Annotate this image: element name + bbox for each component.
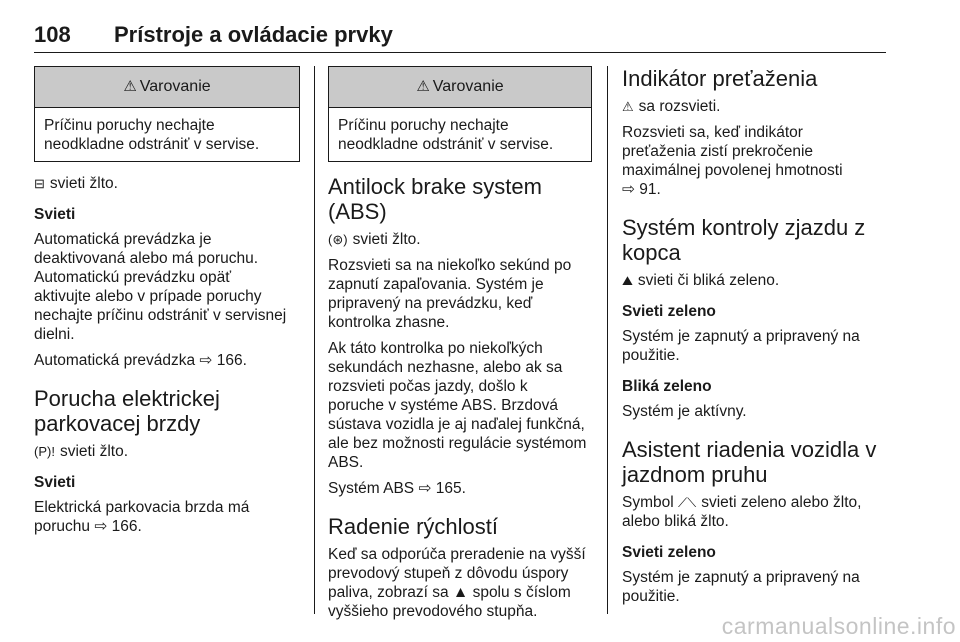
lane-text-1: Systém je zapnutý a pripravený na použitie. — [622, 569, 860, 605]
overload-triangle-icon: ⚠ — [622, 99, 634, 114]
parking-text: Elektrická parkovacia brzda má poruchu ⇨ 166. — [34, 499, 250, 535]
abs-paragraph-1: Rozsvieti sa na niekoľko sekúnd po zapnutí zapaľovania. Systém je pripravený na prevádzku, keď kontrolka zhasne. — [328, 257, 572, 331]
column-3 — [622, 66, 884, 613]
warning-triangle-icon: ⚠ — [123, 78, 137, 95]
parking-brake-fault-icon: (P)! — [34, 444, 55, 459]
column-divider — [607, 66, 608, 614]
automatic-mode-icon: ⊟ — [34, 176, 45, 191]
lane-text: Symbol ⟋⟍ svieti zeleno alebo žlto, alebo bliká žlto. — [622, 494, 862, 530]
auto-reference: Automatická prevádzka ⇨ 166. — [34, 352, 247, 369]
lane-heading-1: Svieti zeleno — [622, 544, 716, 561]
warning-box — [34, 66, 300, 162]
page-title: Prístroje a ovládacie prvky — [114, 22, 393, 47]
auto-indicator-line: ⊟ svieti žlto. — [34, 175, 118, 192]
warning-body: Príčinu poruchy nechajte neodkladne odstrániť v servise. — [338, 117, 554, 153]
warning-header: ⚠ Varovanie — [329, 67, 591, 108]
hill-text-2: Systém je aktívny. — [622, 403, 747, 420]
watermark: carmanualsonline.info — [721, 613, 956, 639]
hill-text-1: Systém je zapnutý a pripravený na použitie. — [622, 328, 860, 364]
overload-indicator-line: ⚠ sa rozsvieti. — [622, 98, 721, 115]
abs-title: Antilock brake system (ABS) — [328, 174, 542, 224]
hill-heading-1: Svieti zeleno — [622, 303, 716, 320]
warning-body: Príčinu poruchy nechajte neodkladne odstrániť v servise. — [44, 117, 260, 153]
warning-triangle-icon: ⚠ — [416, 78, 430, 95]
abs-paragraph-2: Ak táto kontrolka po niekoľkých sekundách nezhasne, alebo ak sa rozsvieti počas jazdy, došlo k poruche v systéme ABS. Brzdová sústava vozidla je aj naďalej funkčná, ale bez možnosti regulácie systémom ABS. — [328, 340, 587, 471]
hill-descent-icon: ⛰ — [622, 273, 633, 288]
hill-indicator-line: ⛰ svieti či bliká zeleno. — [622, 272, 780, 289]
warning-box — [328, 66, 592, 162]
page-header — [34, 22, 886, 53]
page-number: 108 — [34, 22, 71, 47]
lane-title: Asistent riadenia vozidla v jazdnom pruhu — [622, 437, 877, 487]
column-2 — [328, 66, 592, 628]
svieti-heading: Svieti — [34, 206, 76, 223]
warning-header: ⚠ Varovanie — [35, 67, 299, 108]
hill-title: Systém kontroly zjazdu z kopca — [622, 215, 866, 265]
abs-reference: Systém ABS ⇨ 165. — [328, 480, 466, 497]
svieti-text: Automatická prevádzka je deaktivovaná alebo má poruchu. Automatickú prevádzku opäť aktivujte alebo v prípade poruchy nechajte príčinu odstrániť v servisnej dielni. — [34, 231, 287, 343]
parking-svieti-heading: Svieti — [34, 474, 76, 491]
overload-title: Indikátor preťaženia — [622, 66, 818, 91]
gear-title: Radenie rýchlostí — [328, 514, 498, 539]
parking-brake-title: Porucha elektrickej parkovacej brzdy — [34, 386, 220, 436]
abs-indicator-line: (⊛) svieti žlto. — [328, 231, 421, 248]
hill-heading-2: Bliká zeleno — [622, 378, 712, 395]
lane-assist-icon: ⟋⟍ — [678, 495, 697, 510]
parking-indicator-line: (P)! svieti žlto. — [34, 443, 129, 460]
abs-icon: (⊛) — [328, 232, 348, 247]
overload-text: Rozsvieti sa, keď indikátor preťaženia zistí prekročenie maximálnej povolenej hmotnosti ⇨ 91. — [622, 124, 843, 198]
column-divider — [314, 66, 315, 614]
column-1 — [34, 66, 300, 543]
gear-text: Keď sa odporúča preradenie na vyšší prevodový stupeň z dôvodu úspory paliva, zobrazí sa ▲ spolu s číslom vyššieho prevodového stupňa. — [328, 546, 586, 620]
